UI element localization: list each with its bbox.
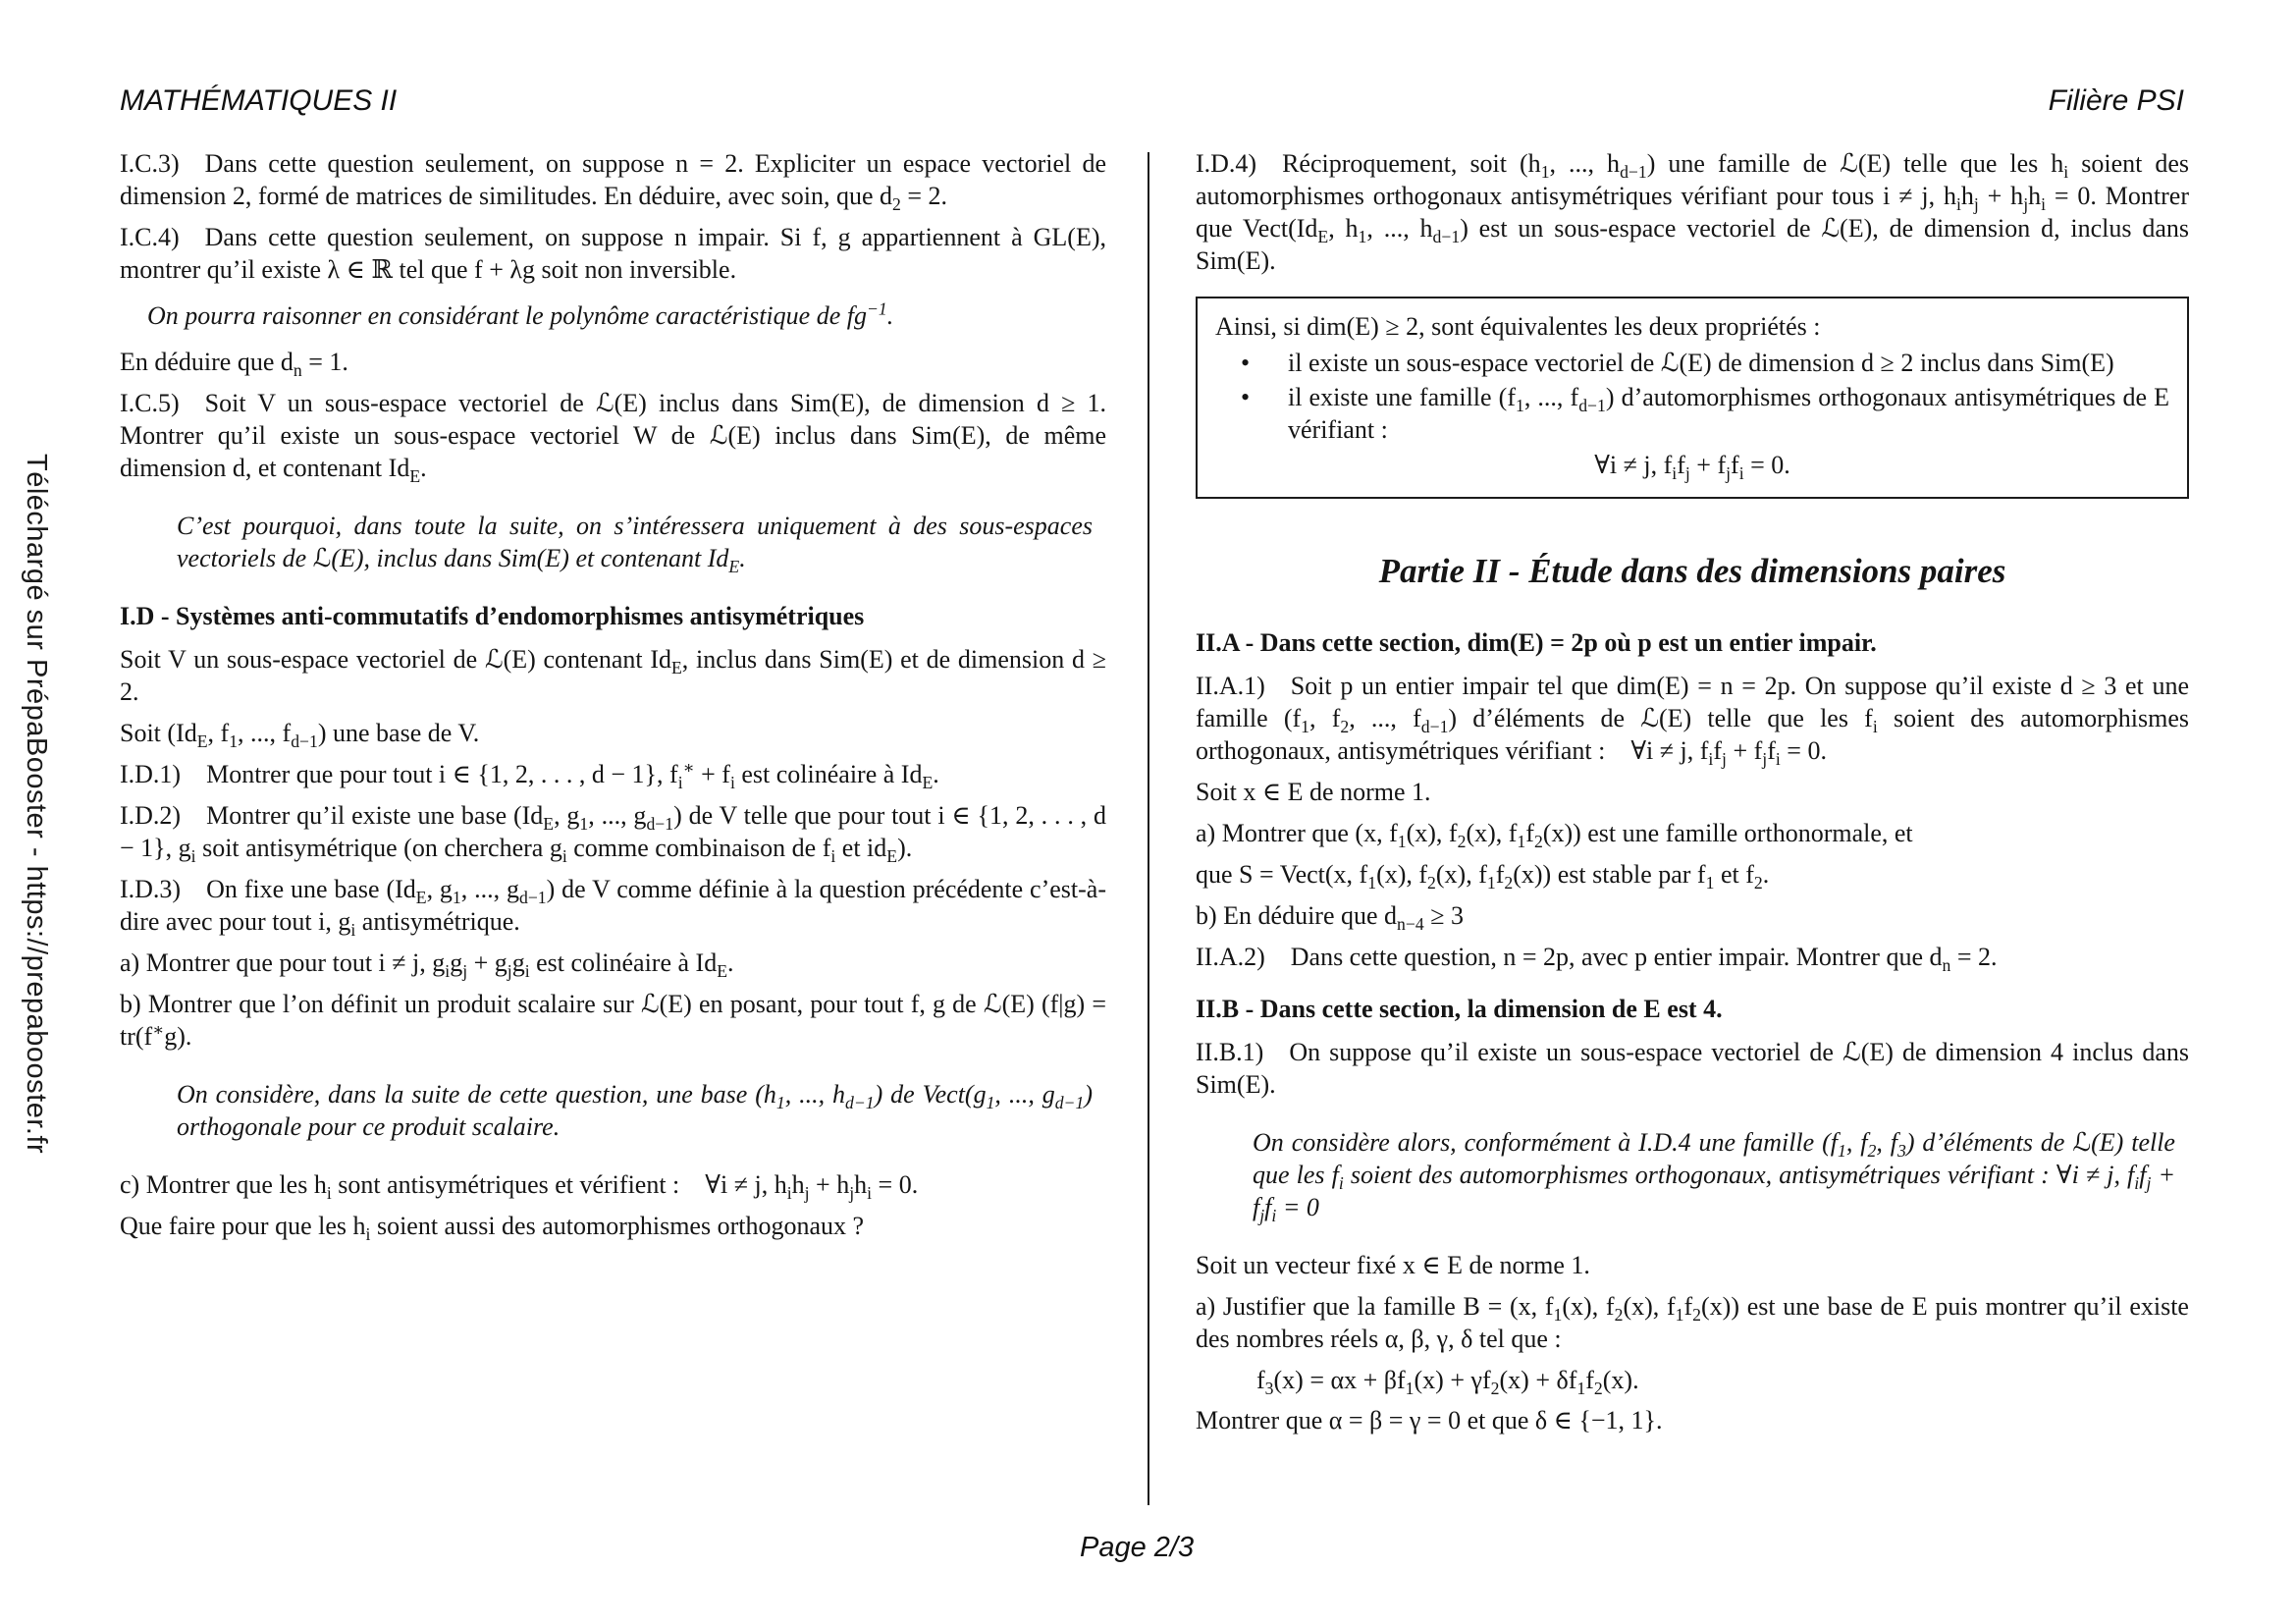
question-iia2: II.A.2) Dans cette question, n = 2p, avec p entier impair. Montrer que $d_n = 2$.: [1196, 943, 1998, 976]
iib1-montrer-line: Montrer que α = β = γ = 0 et que δ ∈ {−1, 1}.: [1196, 1406, 1663, 1435]
intro-base-line: Soit ($Id_E$, $f_1$, ..., $f_{d-1}$) une base de V.: [120, 719, 480, 752]
question-id3-c: c) Montrer que les $h_i$ sont antisymétriques et vérifient : ∀i ≠ j, $h_ih_j + h_jh_i = 0$.: [120, 1170, 919, 1204]
header-course-title: MATHÉMATIQUES II: [120, 84, 398, 117]
box-intro-line: Ainsi, si dim(E) ≥ 2, sont équivalentes les deux propriétés :: [1215, 312, 1821, 341]
page-number-label: Page 2/3: [1080, 1532, 1195, 1563]
iia1-soit-line: Soit x ∈ E de norme 1.: [1196, 778, 1431, 806]
column-divider-rule: [1148, 152, 1149, 1505]
question-ic5: I.C.5) Soit V un sous-espace vectoriel de ℒ(E) inclus dans Sim(E), de dimension d ≥ 1. Montrer qu’il existe un sous-espace vectoriel W de ℒ(E) inclus dans Sim(E), de même dimension d, et contenant $Id_E$.: [120, 389, 1106, 487]
deduce-dn-line: En déduire que $d_n = 1$.: [120, 348, 348, 381]
box-bullet-2: • il existe une famille ($f_1$, ..., $f_{d-1}$) d’automorphismes orthogonaux antisymétriques de E vérifiant :: [1215, 381, 2169, 446]
section-heading-iia: II.A - Dans cette section, dim(E) = 2p où p est un entier impair.: [1196, 628, 1877, 657]
question-iia1: II.A.1) Soit p un entier impair tel que dim(E) = n = 2p. On suppose qu’il existe d ≥ 3 et une famille ($f_1$, $f_2$, ..., $f_{d-1}$) d’éléments de ℒ(E) telle que les $f_i$ soient des automorphismes orthogonaux, antisymétriques vérifiant : ∀i ≠ j, $f_if_j + f_jf_i = 0$.: [1196, 672, 2189, 770]
part-ii-title: Partie II - Étude dans des dimensions paires: [1378, 552, 2006, 590]
iib1-item-a: a) Justifier que la famille B = (x, $f_1(x)$, $f_2(x)$, $f_1f_2(x)$) est une base de E puis montrer qu’il existe des nombres réels α, β, γ, δ tel que :: [1196, 1292, 2189, 1353]
iia1-item-a: a) Montrer que (x, $f_1(x)$, $f_2(x)$, $f_1f_2(x)$) est une famille orthonormale, et: [1196, 819, 1913, 852]
section-heading-iib: II.B - Dans cette section, la dimension de E est 4.: [1196, 995, 1723, 1023]
iib1-soit-line: Soit un vecteur fixé x ∈ E de norme 1.: [1196, 1251, 1590, 1279]
question-id3-b: b) Montrer que l’on définit un produit scalaire sur ℒ(E) en posant, pour tout f, g de ℒ(E) (f|g) = tr(f∗g).: [120, 990, 1106, 1051]
header-track-label: Filière PSI: [2048, 84, 2184, 117]
box-formula: ∀i ≠ j, $f_if_j + f_jf_i = 0$.: [1594, 451, 1790, 484]
right-column: [1196, 147, 2189, 1445]
question-id3-note: On considère, dans la suite de cette question, une base ($h_1$, ..., $h_{d-1}$) de $Vect(g_1$, ..., $g_{d-1}$) orthogonale pour ce produit scalaire.: [177, 1080, 1093, 1141]
question-id2: I.D.2) Montrer qu’il existe une base ($Id_E$, $g_1$, ..., $g_{d-1}$) de V telle que pour tout i ∈ {1, 2, . . . , d − 1}, $g_i$ soit antisymétrique (on cherchera $g_i$ comme combinaison de $f_i$ et $id_E$).: [120, 801, 1106, 867]
equivalence-box: [1196, 297, 2189, 499]
question-id3-a: a) Montrer que pour tout i ≠ j, $g_ig_j + g_jg_i$ est colinéaire à $Id_E$.: [120, 948, 734, 982]
download-watermark: Téléchargé sur PrépaBooster - https://prepabooster.fr: [21, 454, 52, 1155]
remark-block: C’est pourquoi, dans toute la suite, on s’intéressera uniquement à des sous-espaces vectoriels de ℒ(E), inclus dans Sim(E) et contenant $Id_E$.: [177, 512, 1093, 577]
question-ic4: I.C.4) Dans cette question seulement, on suppose n impair. Si f, g appartiennent à GL(E), montrer qu’il existe λ ∈ ℝ tel que f + λg soit non inversible.: [120, 223, 1106, 284]
question-id4: I.D.4) Réciproquement, soit ($h_1$, ..., $h_{d-1}$) une famille de ℒ(E) telle que les $h_i$ soient des automorphismes orthogonaux antisymétriques vérifiant pour tous i ≠ j, $h_ih_j + h_jh_i = 0$. Montrer que $Vect(Id_E$, $h_1$, ..., $h_{d-1}$) est un sous-espace vectoriel de ℒ(E), de dimension d, inclus dans Sim(E).: [1196, 149, 2190, 275]
iib1-note-block: On considère alors, conformément à I.D.4 une famille ($f_1$, $f_2$, $f_3$) d’éléments de ℒ(E) telle que les $f_i$ soient des automorphismes orthogonaux, antisymétriques vérifiant : ∀i ≠ j, $f_if_j + f_jf_i = 0$: [1253, 1128, 2175, 1226]
question-iib1: II.B.1) On suppose qu’il existe un sous-espace vectoriel de ℒ(E) de dimension 4 inclus dans Sim(E).: [1196, 1038, 2189, 1099]
section-heading-id: I.D - Systèmes anti-commutatifs d’endomorphismes antisymétriques: [120, 602, 865, 630]
question-ic3: I.C.3) Dans cette question seulement, on suppose n = 2. Expliciter un espace vectoriel de dimension 2, formé de matrices de similitudes. En déduire, avec soin, que $d_2 = 2$.: [120, 149, 1106, 215]
box-bullet-list: [1215, 347, 2169, 446]
box-bullet-1: • il existe un sous-espace vectoriel de ℒ(E) de dimension d ≥ 2 inclus dans Sim(E): [1215, 347, 2169, 379]
question-id3-final: Que faire pour que les $h_i$ soient aussi des automorphismes orthogonaux ?: [120, 1212, 865, 1245]
question-id3: I.D.3) On fixe une base ($Id_E$, $g_1$, ..., $g_{d-1}$) de V comme définie à la question précédente c’est-à-dire avec pour tout i, $g_i$ antisymétrique.: [120, 875, 1106, 941]
intro-subspace-v: Soit V un sous-espace vectoriel de ℒ(E) contenant $Id_E$, inclus dans Sim(E) et de dimension d ≥ 2.: [120, 645, 1106, 706]
iia1-item-b: b) En déduire que $d_{n-4} \ge 3$: [1196, 901, 1464, 935]
iia1-item-a-cont: que S = Vect(x, $f_1(x)$, $f_2(x)$, $f_1f_2(x)$) est stable par $f_1$ et $f_2$.: [1196, 860, 1770, 893]
hint-ic4: On pourra raisonner en considérant le polynôme caractéristique de $fg^{-1}$.: [147, 298, 894, 330]
question-id1: I.D.1) Montrer que pour tout i ∈ {1, 2, . . . , d − 1}, $f_i^∗ + f_i$ est colinéaire à $Id_E$.: [120, 757, 939, 793]
left-column: [120, 147, 1106, 1251]
iib1-formula: $f_3(x) = \alpha x + \beta f_1(x) + \gamma f_2(x) + \delta f_1f_2(x)$.: [1256, 1366, 1639, 1399]
